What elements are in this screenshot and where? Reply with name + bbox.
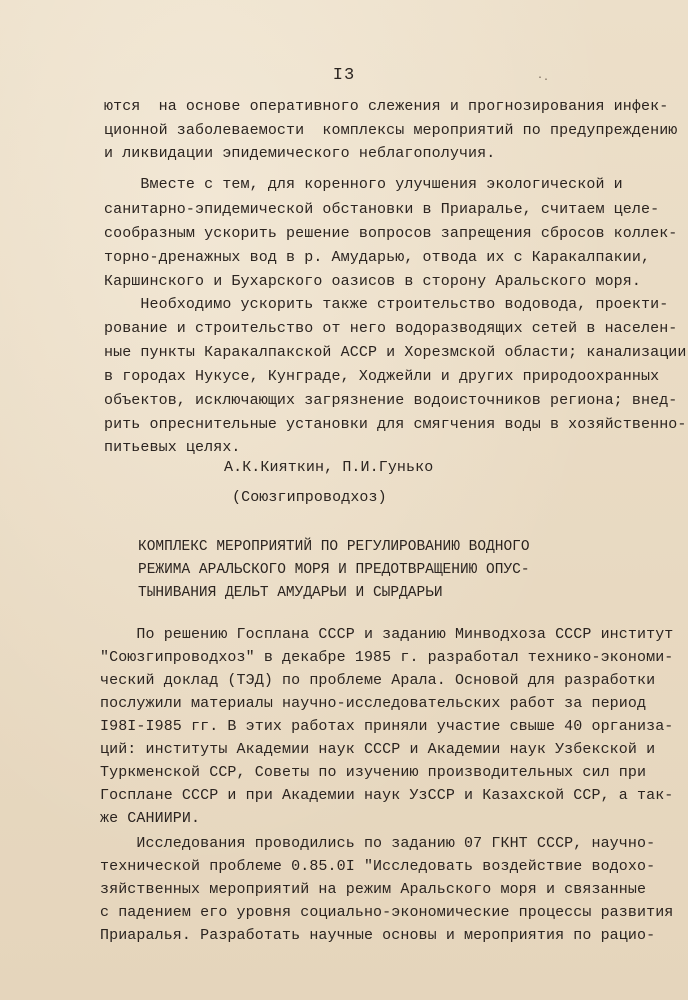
text-line: ционной заболеваемости комплексы мероприятий по предупреждению	[104, 122, 678, 139]
article-title-line: РЕЖИМА АРАЛЬСКОГО МОРЯ И ПРЕДОТВРАЩЕНИЮ ОПУС-	[138, 562, 530, 578]
text-line: зяйственных мероприятий на режим Аральского моря и связанные	[100, 881, 647, 898]
text-line: По решению Госплана СССР и заданию Минводхоза СССР институт	[100, 626, 674, 643]
article-title-line: ТЫНИВАНИЯ ДЕЛЬТ АМУДАРЬИ И СЫРДАРЬИ	[138, 585, 443, 601]
text-line: "Союзгипроводхоз" в декабре 1985 г. разработал технико-экономи-	[100, 649, 674, 666]
text-line: и ликвидации эпидемического неблагополучия.	[104, 145, 496, 162]
paper-speck: ·.	[537, 73, 550, 84]
text-line: санитарно-эпидемической обстановки в Приаралье, считаем целе-	[104, 201, 660, 218]
text-line: технической проблеме 0.85.0I "Исследовать воздействие водохо-	[100, 858, 656, 875]
text-line: сообразным ускорить решение вопросов запрещения сбросов коллек-	[104, 225, 678, 242]
text-line: питьевых целях.	[104, 439, 241, 456]
text-line: Исследования проводились по заданию 07 ГКНТ СССР, научно-	[100, 835, 656, 852]
text-line: послужили материалы научно-исследовательских работ за период	[100, 695, 647, 712]
page-number: I3	[332, 66, 356, 85]
authors: А.К.Кияткин, П.И.Гунько	[224, 459, 434, 476]
text-line: ций: институты Академии наук СССР и Академии наук Узбекской и	[100, 741, 656, 758]
text-line: ные пункты Каракалпакской АССР и Хорезмской области; канализации	[104, 344, 687, 361]
text-line: ческий доклад (ТЭД) по проблеме Арала. Основой для разработки	[100, 672, 656, 689]
text-line: объектов, исключающих загрязнение водоисточников региона; внед-	[104, 392, 678, 409]
text-line: с падением его уровня социально-экономические процессы развития	[100, 904, 674, 921]
text-line: Каршинского и Бухарского оазисов в сторону Аральского моря.	[104, 273, 641, 290]
text-line: I98I-I985 гг. В этих работах приняли участие свыше 40 организа-	[100, 718, 674, 735]
text-line: Необходимо ускорить также строительство водовода, проекти-	[104, 296, 669, 313]
text-line: рование и строительство от него водоразводящих сетей в населен-	[104, 320, 678, 337]
text-line: же САНИИРИ.	[100, 810, 201, 827]
text-line: рить опреснительные установки для смягчения воды в хозяйственно-	[104, 416, 687, 433]
text-line: ются на основе оперативного слежения и прогнозирования инфек-	[104, 98, 669, 115]
text-line: Туркменской ССР, Советы по изучению производительных сил при	[100, 764, 647, 781]
text-line: Госплане СССР и при Академии наук УзССР и Казахской ССР, а так-	[100, 787, 674, 804]
text-line: Приаралья. Разработать научные основы и мероприятия по рацио-	[100, 927, 656, 944]
text-line: торно-дренажных вод в р. Амударью, отвода их с Каракалпакии,	[104, 249, 651, 266]
text-line: Вместе с тем, для коренного улучшения экологической и	[104, 176, 623, 193]
organization: (Союзгипроводхоз)	[232, 489, 387, 506]
text-line: в городах Нукусе, Кунграде, Ходжейли и других природоохранных	[104, 368, 660, 385]
article-title-line: КОМПЛЕКС МЕРОПРИЯТИЙ ПО РЕГУЛИРОВАНИЮ ВОДНОГО	[138, 539, 530, 555]
